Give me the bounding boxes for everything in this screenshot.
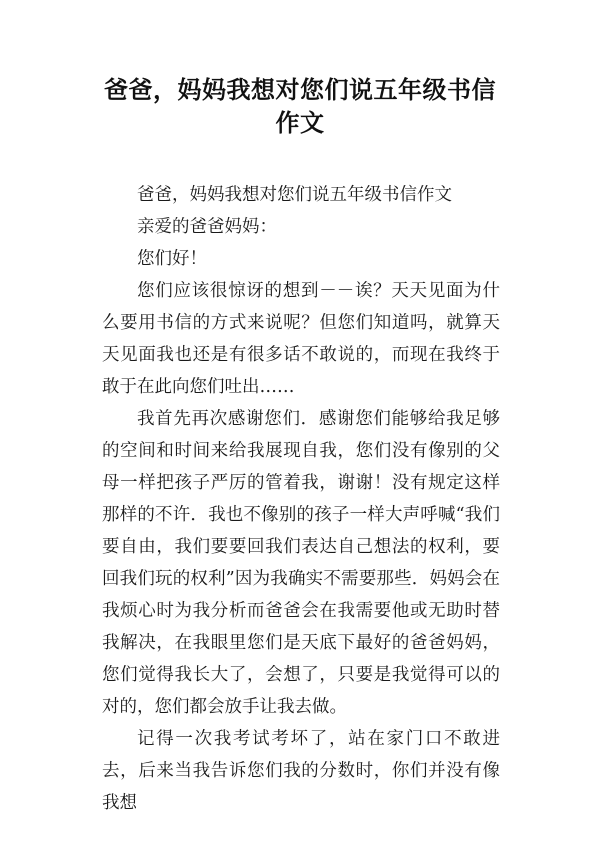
paragraph-salutation: 亲爱的爸爸妈妈：	[137, 217, 277, 237]
document-title	[90, 74, 510, 140]
paragraph-heading: 爸爸，妈妈我想对您们说五年级书信作文	[137, 185, 452, 205]
paragraph-intro: 您们应该很惊讶的想到－－诶？天天见面为什么要用书信的方式来说呢？但您们知道吗，就算天天见面我也还是有很多话不敢说的，而现在我终于敢于在此向您们吐出……	[102, 281, 500, 397]
paragraph-memory: 记得一次我考试考坏了，站在家门口不敢进去，后来当我告诉您们我的分数时，你们并没有像我想	[102, 729, 500, 813]
title-line-2: 作文	[275, 109, 325, 137]
document-body	[102, 179, 500, 819]
title-line-1: 爸爸，妈妈我想对您们说五年级书信	[104, 76, 496, 104]
paragraph-thanks: 我首先再次感谢您们．感谢您们能够给我足够的空间和时间来给我展现自我，您们没有像别的父母一样把孩子严厉的管着我，谢谢！没有规定这样那样的不许．我也不像别的孩子一样大声呼喊“我们要自由，我们要要回我们表达自己想法的权利，要回我们玩的权利”因为我确实不需要那些．妈妈会在我烦心时为我分析而爸爸会在我需要他或无助时替我解决，在我眼里您们是天底下最好的爸爸妈妈，您们觉得我长大了，会想了，只要是我觉得可以的对的，您们都会放手让我去做。	[102, 409, 500, 717]
paragraph-greeting: 您们好！	[137, 249, 207, 269]
